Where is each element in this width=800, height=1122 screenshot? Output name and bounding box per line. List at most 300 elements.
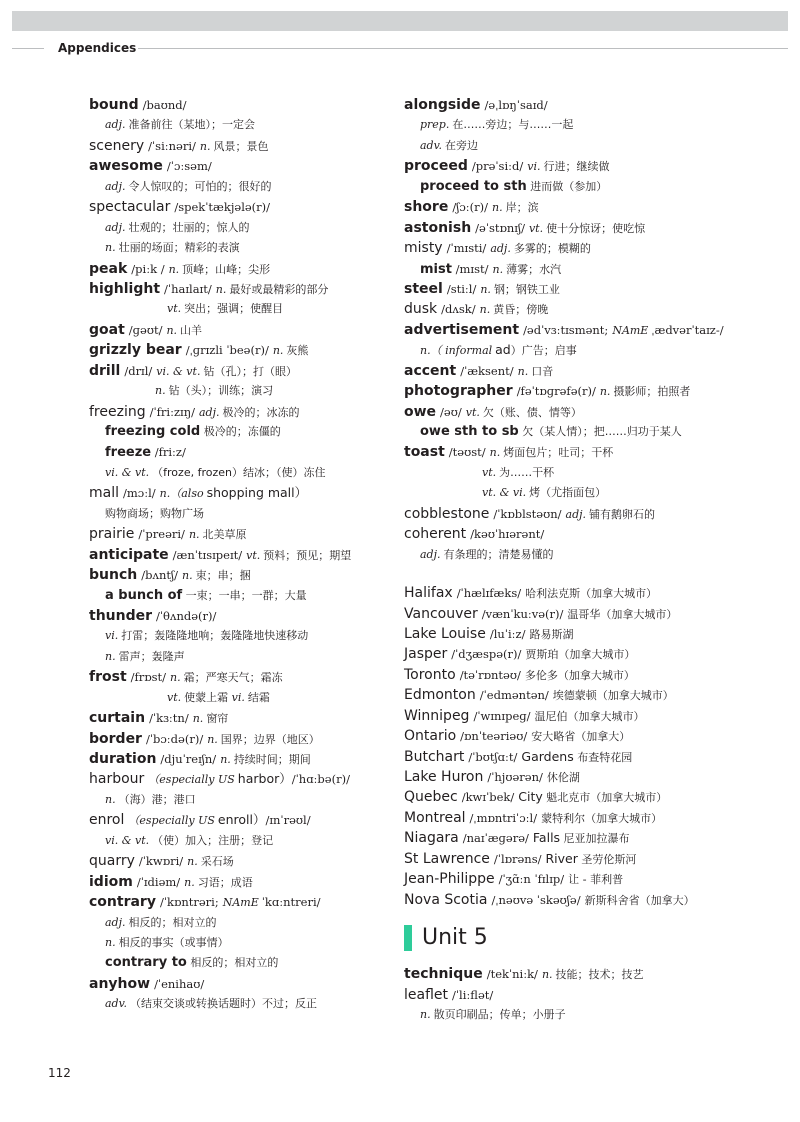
phrase: freeze — [105, 445, 152, 461]
entry-sense-line — [89, 831, 389, 851]
part-of-speech: vi. & vt. — [156, 364, 201, 378]
part-of-speech: n. — [492, 262, 504, 276]
definition: 哈利法克斯（加拿大城市） — [525, 587, 658, 601]
entry-sense-line — [89, 994, 389, 1014]
headword: idiom — [89, 873, 133, 890]
headword: cobblestone — [404, 505, 490, 522]
headword: goat — [89, 321, 125, 338]
entry-headword-line — [404, 402, 744, 422]
part-of-speech: vt. — [528, 221, 544, 235]
part-of-speech: vt. & vi. — [482, 486, 527, 500]
headword: advertisement — [404, 321, 520, 338]
definition: 休伦湖 — [546, 771, 580, 784]
entry-headword-line — [89, 361, 389, 381]
headword: prairie — [89, 526, 135, 543]
phonetic: /ɪnˈrəʊl/ — [265, 813, 311, 828]
phonetic: /prəˈsiːd/ — [471, 159, 524, 174]
phonetic: /vænˈkuːvə(r)/ — [481, 606, 564, 621]
headword: thunder — [89, 607, 153, 624]
headword: coherent — [404, 526, 467, 543]
entry-sense-line — [404, 177, 744, 197]
entry-sense-line — [89, 422, 389, 442]
headword: Butchart — [404, 748, 465, 765]
phonetic: /ˈfriːzɪŋ/ — [149, 404, 195, 419]
phonetic: /ˈæksent/ — [460, 363, 514, 378]
entry-sense-line — [89, 442, 389, 462]
note-text: Gardens — [521, 748, 574, 764]
phonetic: /əˌlɒŋˈsaɪd/ — [484, 98, 548, 112]
headword: enrol — [89, 812, 125, 829]
part-of-speech: n. — [207, 732, 218, 746]
headword: dusk — [404, 301, 438, 318]
part-of-speech: n. — [188, 528, 200, 542]
entry-sense-line — [404, 483, 744, 503]
part-of-speech: adj. — [105, 179, 126, 193]
definition: 雷声；轰隆声 — [118, 649, 185, 663]
entry-headword-line — [404, 726, 744, 746]
part-of-speech: n. — [105, 241, 116, 255]
entry-headword-line — [404, 218, 744, 238]
glossary-column-left — [89, 95, 389, 1015]
definition: 霜；严寒天气；霜冻 — [183, 671, 283, 685]
definition: 灰熊 — [286, 344, 309, 358]
headword: anyhow — [89, 975, 151, 992]
definition: 蒙特利尔（加拿大城市） — [541, 811, 663, 825]
entry-headword-line — [89, 156, 389, 176]
definition: 岸；滨 — [505, 201, 539, 215]
definition: 在……旁边；与……一起 — [452, 118, 574, 132]
part-of-speech: vi. — [231, 690, 245, 704]
headword: toast — [404, 444, 445, 461]
entry-headword-line — [89, 279, 389, 299]
definition: （froze, frozen）结冰；（使）冻住 — [152, 465, 326, 479]
part-of-speech: adv. — [420, 138, 443, 152]
phonetic: /ˈbʊtʃɑːt/ — [468, 749, 518, 764]
definition: 钢；钢铁工业 — [493, 282, 560, 296]
definition: 束；串；捆 — [195, 569, 251, 583]
entry-headword-line — [404, 604, 744, 624]
part-of-speech: vt. — [246, 548, 261, 562]
part-of-speech: n. — [184, 875, 195, 889]
part-of-speech: （especially US — [148, 773, 235, 787]
phonetic: /bʌntʃ/ — [141, 568, 178, 583]
definition: 路易斯湖 — [529, 627, 574, 641]
entry-sense-line — [89, 688, 389, 708]
entry-headword-line — [404, 238, 744, 258]
definition: 北美草原 — [202, 528, 247, 542]
definition: （结束交谈或转换话题时）不过；反正 — [130, 997, 318, 1011]
headword: Niagara — [404, 830, 459, 847]
phonetic: /ˈpreəri/ — [138, 527, 185, 542]
phonetic: /mɪst/ — [451, 261, 489, 276]
entry-sense-line — [89, 790, 389, 810]
phonetic: ˌædvərˈtaɪz-/ — [651, 322, 724, 337]
entry-headword-line — [404, 361, 744, 381]
definition: 行进；继续做 — [543, 160, 610, 174]
part-of-speech: n. — [105, 649, 116, 663]
note-text: harbor） — [237, 771, 292, 787]
entry-headword-line — [89, 545, 389, 565]
entry-headword-line — [404, 381, 744, 401]
definition: 散页印刷品；传单；小册子 — [433, 1007, 566, 1021]
headword: Toronto — [404, 666, 456, 683]
definition: 铺有鹅卵石的 — [589, 507, 656, 521]
headword: Halifax — [404, 585, 453, 602]
phonetic: /ˈkɒblstəʊn/ — [493, 506, 562, 521]
entry-headword-line — [404, 644, 744, 664]
headword: Montreal — [404, 809, 466, 826]
definition: 令人惊叹的；可怕的；很好的 — [128, 179, 272, 193]
phonetic: /friːz/ — [151, 445, 186, 460]
part-of-speech: vi. & vt. — [105, 833, 150, 847]
entry-headword-line — [404, 706, 744, 726]
headword: Quebec — [404, 789, 458, 806]
headword: curtain — [89, 710, 146, 727]
entry-headword-line — [404, 95, 744, 115]
entry-headword-line — [89, 524, 389, 544]
headword: leaflet — [404, 986, 449, 1003]
headword: drill — [89, 362, 121, 379]
definition: 突出；强调；使醒目 — [184, 302, 284, 316]
definition: 一束；一串；一群；大量 — [182, 588, 307, 602]
phonetic: /piːk / — [131, 261, 165, 276]
part-of-speech: n. — [170, 671, 181, 685]
part-of-speech: n. — [199, 139, 211, 153]
definition: 国界；边界（地区） — [220, 732, 320, 746]
entry-headword-line — [404, 279, 744, 299]
phonetic: /mɔːl/ — [123, 486, 156, 501]
phrase: a bunch of — [105, 587, 183, 603]
definition: 温哥华（加拿大城市） — [567, 607, 678, 621]
entry-headword-line — [89, 810, 389, 830]
phonetic: /əˈstɒnɪʃ/ — [475, 220, 525, 235]
phonetic: /spekˈtækjələ(r)/ — [174, 200, 271, 215]
definition: 打雷；轰隆隆地响；轰隆隆地快速移动 — [121, 629, 309, 643]
entry-sense-line — [89, 299, 389, 319]
definition: 相反的事实（或事情） — [118, 935, 229, 949]
phonetic: /tekˈniːk/ — [486, 967, 538, 982]
phonetic: /luˈiːz/ — [489, 626, 526, 641]
phonetic: /ˈedməntən/ — [479, 688, 549, 703]
glossary-column-right — [404, 95, 744, 1025]
entry-sense-line — [404, 259, 744, 279]
entry-headword-line — [404, 828, 744, 848]
phonetic: /ˈhɑːbə(r)/ — [291, 772, 350, 787]
definition: 技能；技术；技艺 — [555, 968, 644, 982]
headword: Lake Huron — [404, 769, 484, 785]
part-of-speech: n. — [489, 446, 501, 460]
note-text: River — [545, 850, 578, 866]
entry-headword-line — [89, 708, 389, 728]
definition: 极冷的；冻僵的 — [200, 425, 281, 438]
phonetic: /ˈɔːsəm/ — [166, 159, 212, 174]
definition: 烤（尤指面包） — [529, 486, 607, 500]
definition: 壮观的；壮丽的；惊人的 — [128, 220, 250, 234]
phonetic: /ˈkɜːtn/ — [149, 711, 189, 726]
phonetic: /drɪl/ — [124, 363, 153, 378]
definition: 习语；成语 — [197, 875, 253, 889]
entry-headword-line — [404, 849, 744, 869]
definition: 让 - 菲利普 — [568, 873, 624, 887]
part-of-speech: prep. — [420, 118, 450, 132]
definition: 进而做（参加） — [526, 179, 608, 193]
headword: spectacular — [89, 199, 171, 216]
definition: 窗帘 — [206, 712, 229, 726]
definition: ）广告；启事 — [510, 344, 577, 358]
entry-headword-line — [89, 749, 389, 769]
definition: 购物商场；购物广场 — [105, 506, 204, 520]
part-of-speech: adj. — [105, 118, 126, 132]
phonetic: /təˈrɒntəʊ/ — [459, 667, 521, 682]
entry-headword-line — [89, 729, 389, 749]
entry-headword-line — [404, 964, 744, 984]
definition: 布查特花园 — [573, 750, 633, 764]
phonetic: /frɒst/ — [130, 670, 167, 685]
entry-sense-line — [89, 953, 389, 973]
entry-headword-line — [404, 787, 744, 807]
entry-headword-line — [404, 504, 744, 524]
definition: 烤面包片；吐司；干杯 — [503, 446, 614, 460]
phonetic: /ˈɪdiəm/ — [136, 874, 181, 889]
phonetic: /fəˈtɒɡrəfə(r)/ — [516, 384, 596, 399]
definition: 钻（孔）；打（眼） — [203, 364, 297, 378]
definition: 预料；预见；期望 — [263, 548, 352, 562]
part-of-speech: vi. — [527, 160, 541, 174]
phonetic: /ˌnəʊvə ˈskəʊʃə/ — [491, 892, 581, 907]
part-of-speech: adj. — [490, 242, 511, 256]
headword: owe — [404, 403, 437, 420]
part-of-speech: vi. — [105, 629, 119, 643]
headword: St Lawrence — [404, 850, 490, 867]
entry-sense-line — [89, 586, 389, 606]
phonetic: /ˈhjʊərən/ — [487, 770, 543, 784]
headword: contrary — [89, 894, 156, 911]
entry-headword-line — [89, 872, 389, 892]
entry-sense-line — [404, 463, 744, 483]
headword: frost — [89, 669, 127, 686]
phonetic: /ɡəʊt/ — [128, 322, 163, 337]
definition: 欠（账、债、情等） — [482, 405, 582, 419]
entry-headword-line — [89, 667, 389, 687]
definition: 尼亚加拉瀑布 — [560, 832, 630, 846]
part-of-speech: NAmE — [612, 323, 649, 337]
unit-heading — [404, 916, 744, 960]
entry-sense-line — [404, 136, 744, 156]
entry-sense-line — [89, 626, 389, 646]
entry-headword-line — [89, 197, 389, 217]
headword: accent — [404, 362, 457, 379]
headword: mall — [89, 485, 119, 502]
part-of-speech: vt. — [167, 302, 182, 316]
entry-sense-line — [404, 115, 744, 135]
entry-headword-line — [404, 685, 744, 705]
phonetic: /naɪˈæɡərə/ — [462, 831, 529, 846]
entry-headword-line — [404, 320, 744, 340]
note-text: City — [518, 789, 543, 805]
part-of-speech: NAmE — [222, 896, 259, 910]
phonetic: /ˌmɒntriˈɔːl/ — [469, 810, 538, 825]
headword: peak — [89, 260, 128, 277]
entry-sense-line — [404, 1005, 744, 1025]
headword: highlight — [89, 280, 161, 297]
entry-headword-line — [89, 259, 389, 279]
definition: 钻（头）；训练；演习 — [168, 384, 274, 398]
headword: awesome — [89, 158, 163, 175]
definition: 摄影师；拍照者 — [613, 385, 691, 399]
entry-headword-line — [89, 769, 389, 789]
entry-headword-line — [89, 320, 389, 340]
definition: 多雾的；模糊的 — [513, 242, 591, 256]
phonetic: /ˈmɪsti/ — [446, 241, 487, 256]
entry-headword-line — [404, 747, 744, 767]
headword: Winnipeg — [404, 707, 470, 724]
phonetic: /ˈdʒæspə(r)/ — [451, 647, 522, 662]
entry-headword-line — [404, 985, 744, 1005]
part-of-speech: n. — [192, 712, 204, 726]
definition: 使蒙上霜 — [184, 690, 232, 704]
definition: 顶峰；山峰；尖形 — [182, 262, 271, 276]
entry-headword-line — [404, 624, 744, 644]
definition: 多伦多（加拿大城市） — [524, 668, 635, 682]
definition: （使）加入；注册；登记 — [152, 833, 274, 847]
phonetic: /ˈkwɒri/ — [138, 854, 184, 869]
definition: 最好或最精彩的部分 — [229, 282, 329, 296]
headword: misty — [404, 240, 443, 257]
phonetic: /djuˈreɪʃn/ — [160, 752, 217, 766]
entry-headword-line — [404, 442, 744, 462]
part-of-speech: adj. — [105, 915, 126, 929]
headword: Ontario — [404, 728, 457, 745]
phonetic: ˈkɑːntreri/ — [261, 895, 321, 910]
entry-sense-line — [89, 504, 389, 524]
definition: 相反的；相对立的 — [186, 956, 279, 970]
entry-headword-line — [404, 665, 744, 685]
part-of-speech: n. — [492, 201, 503, 215]
definition: 新斯科舍省（加拿大） — [584, 893, 695, 907]
phonetic: /ʃɔː(r)/ — [452, 200, 488, 215]
entry-headword-line — [404, 299, 744, 319]
definition: 圣劳伦斯河 — [577, 852, 637, 866]
entry-sense-line — [404, 340, 744, 360]
part-of-speech: n.（also — [159, 487, 204, 501]
phonetic: /ˈkɒntrəri; — [159, 895, 219, 910]
headword: bunch — [89, 567, 138, 584]
part-of-speech: adj. — [105, 220, 126, 234]
definition: 准备前往（某地）；一定会 — [128, 118, 256, 132]
phonetic: /ˈenihaʊ/ — [154, 976, 205, 991]
headword: anticipate — [89, 546, 169, 563]
part-of-speech: adv. — [105, 997, 128, 1011]
note-text: enroll） — [217, 812, 266, 828]
entry-headword-line — [89, 402, 389, 422]
entry-headword-line — [404, 156, 744, 176]
headword: Vancouver — [404, 605, 478, 622]
phonetic: /ˈlɒrəns/ — [493, 851, 542, 866]
part-of-speech: adj. — [420, 547, 441, 561]
phonetic: /ˈbɔːdə(r)/ — [145, 731, 204, 746]
phonetic: /kəʊˈhɪərənt/ — [470, 527, 545, 542]
headword: bound — [89, 97, 139, 113]
part-of-speech: （especially US — [128, 814, 215, 828]
definition: 极冷的；冰冻的 — [222, 405, 300, 419]
entry-headword-line — [89, 974, 389, 994]
part-of-speech: n. — [480, 282, 491, 296]
part-of-speech: n. — [166, 323, 178, 337]
headword: freezing — [89, 403, 146, 420]
phonetic: /ˈhaɪlaɪt/ — [164, 281, 212, 296]
definition: 贾斯珀（加拿大城市） — [525, 648, 636, 662]
phrase: contrary to — [105, 955, 187, 971]
part-of-speech: adj. — [198, 405, 220, 419]
entry-sense-line — [89, 177, 389, 197]
entry-headword-line — [404, 890, 744, 910]
headword: quarry — [89, 853, 135, 870]
headword: steel — [404, 280, 443, 297]
phonetic: /baʊnd/ — [142, 98, 187, 112]
headword: shore — [404, 199, 449, 216]
part-of-speech: n. — [215, 282, 227, 296]
entry-headword-line — [404, 524, 744, 544]
note-text: Falls — [532, 830, 561, 846]
phonetic: /ˈliːflət/ — [452, 987, 494, 1002]
entry-headword-line — [404, 197, 744, 217]
headword: harbour — [89, 771, 145, 788]
phonetic: /kwɪˈbek/ — [461, 790, 515, 805]
header-rule-left — [12, 48, 44, 49]
part-of-speech: vt. — [167, 690, 182, 704]
entry-headword-line — [404, 767, 744, 787]
part-of-speech: n. — [220, 753, 231, 766]
phrase: freezing cold — [105, 424, 201, 439]
phonetic: /ˈwɪnɪpeɡ/ — [473, 708, 531, 723]
entry-headword-line — [89, 851, 389, 871]
entry-sense-line — [89, 238, 389, 258]
entry-sense-line — [404, 422, 744, 442]
part-of-speech: n. — [182, 569, 193, 583]
definition: 魁北克市（加拿大城市） — [542, 791, 668, 805]
phonetic: /ˈhælɪfæks/ — [456, 586, 522, 601]
part-of-speech: n. — [599, 385, 611, 399]
part-of-speech: vi. & vt. — [105, 465, 150, 479]
definition: 使十分惊讶；使吃惊 — [546, 221, 646, 235]
headword: technique — [404, 966, 483, 983]
definition: （海）港；港口 — [118, 792, 196, 806]
headword: Jasper — [404, 646, 448, 663]
definition: 有条理的；清楚易懂的 — [443, 547, 554, 561]
phonetic: /ˈθʌndə(r)/ — [156, 608, 217, 623]
part-of-speech: n. — [168, 262, 180, 276]
entry-sense-line — [89, 463, 389, 483]
definition: 山羊 — [180, 323, 203, 337]
part-of-speech: adj. — [565, 507, 587, 521]
phrase: mist — [420, 261, 452, 277]
headword: astonish — [404, 219, 472, 236]
entry-headword-line — [89, 95, 389, 115]
definition: 持续时间；期间 — [233, 753, 311, 766]
phonetic: /ˈʒɑ̃ːn ˈfɪlɪp/ — [498, 872, 565, 887]
part-of-speech: n. — [541, 968, 553, 982]
headword: scenery — [89, 137, 145, 154]
definition: 壮丽的场面；精彩的表演 — [118, 241, 240, 255]
entry-sense-line — [89, 115, 389, 135]
entry-headword-line — [404, 583, 744, 603]
part-of-speech: n. — [272, 344, 284, 358]
phonetic: /dʌsk/ — [441, 302, 476, 317]
definition: 结霜 — [247, 690, 270, 704]
headword: alongside — [404, 97, 481, 113]
part-of-speech: vt. — [465, 405, 480, 419]
headword: duration — [89, 751, 157, 767]
